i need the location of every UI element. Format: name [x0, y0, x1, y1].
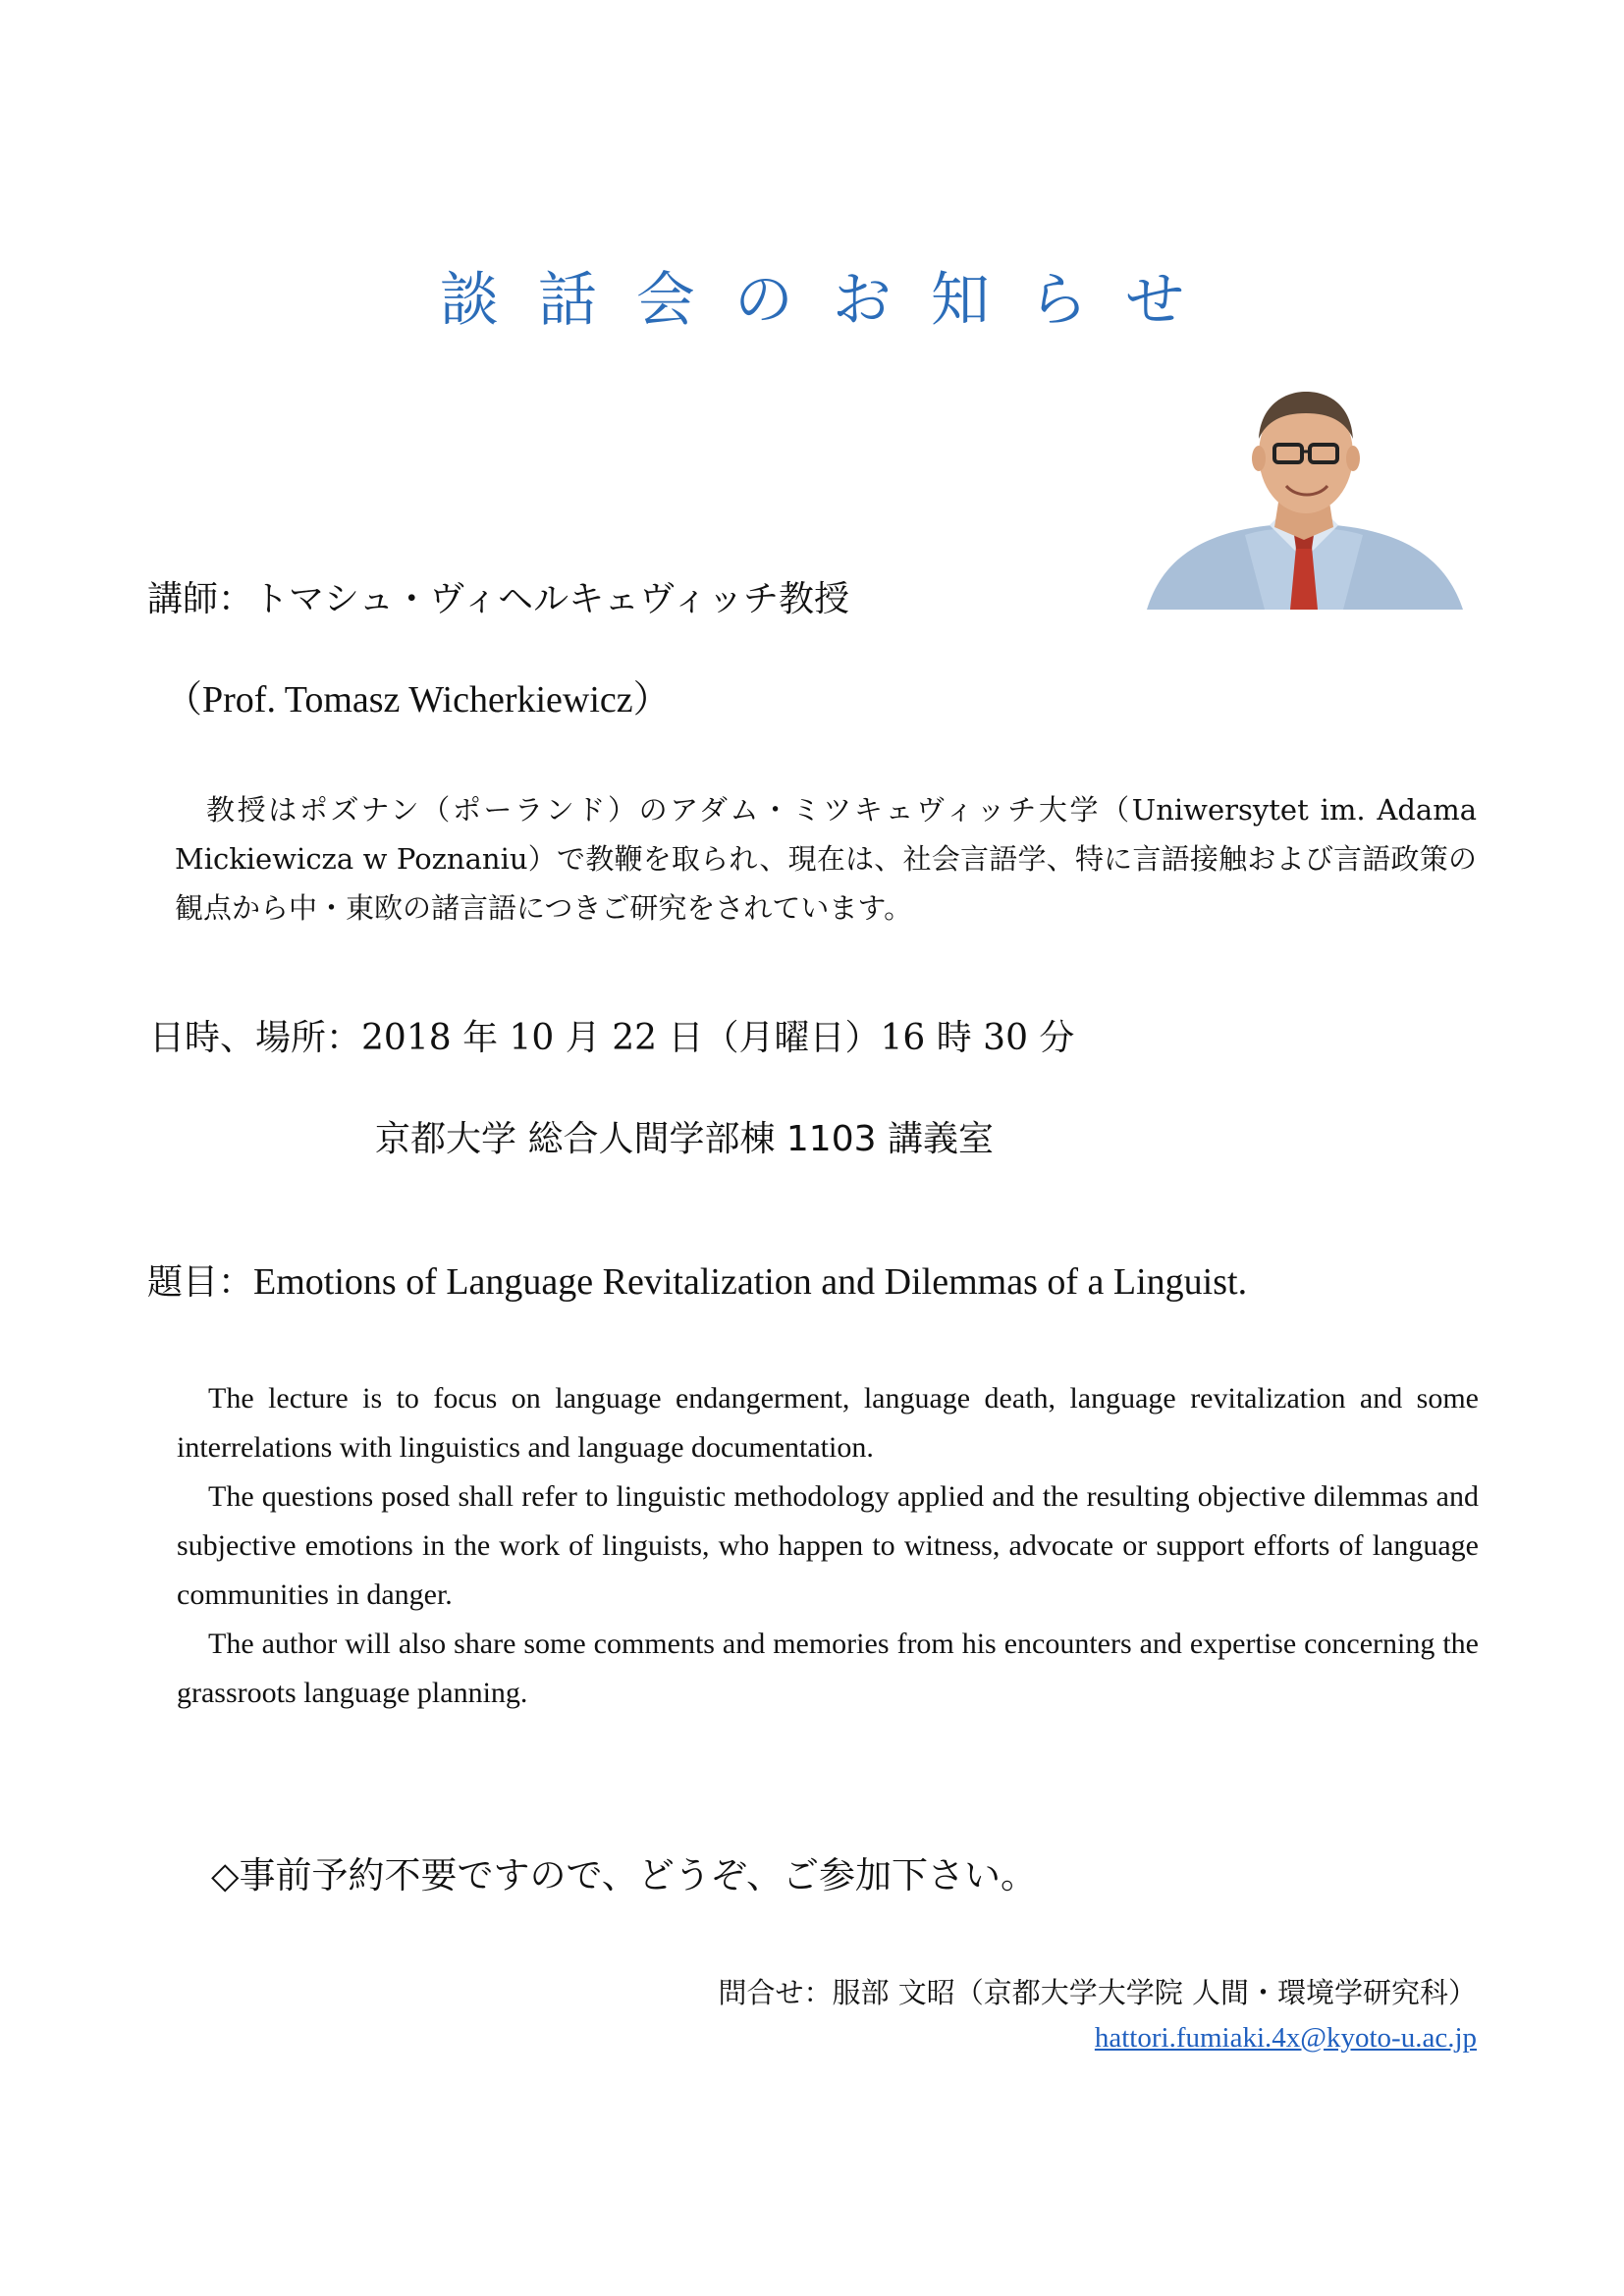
- no-reservation-note: ◇事前予約不要ですので、どうぞ、ご参加下さい。: [211, 1854, 1037, 1896]
- abstract: [177, 1374, 1479, 1718]
- page-title: 談話会のお知らせ: [439, 266, 1224, 335]
- contact-email-link[interactable]: hattori.fumiaki.4x@kyoto-u.ac.jp: [1094, 2022, 1477, 2054]
- abstract-paragraph: The author will also share some comments and memories from his encounters and expertise concerning the grassroots language planning.: [177, 1628, 1479, 1709]
- topic-label: 題目：: [147, 1262, 254, 1303]
- schedule-datetime-line: [149, 1010, 1074, 1060]
- lecturer-line: [147, 571, 849, 621]
- lecturer-bio: 教授はポズナン（ポーランド）のアダム・ミツキェヴィッチ大学（Uniwersytet im. Adama Mickiewicza w Poznaniu）で教鞭を取られ、現在は、社会言語学、特に言語接触および言語政策の観点から中・東欧の諸言語につきご研究をされています。: [175, 793, 1477, 925]
- schedule-venue: 京都大学 総合人間学部棟 1103 講義室: [375, 1119, 994, 1159]
- topic-line: [147, 1255, 1247, 1305]
- lecturer-photo: [1137, 378, 1471, 610]
- schedule-label: 日時、場所：: [149, 1018, 362, 1058]
- abstract-paragraph: The lecture is to focus on language endangerment, language death, language revitalization and some interrelations with linguistics and language documentation.: [177, 1382, 1479, 1464]
- abstract-paragraph: The questions posed shall refer to linguistic methodology applied and the resulting objective dilemmas and subjective emotions in the work of linguists, who happen to witness, advocate or support efforts of language communities in danger.: [177, 1480, 1479, 1611]
- lecturer-name-ja: トマシュ・ヴィヘルキェヴィッチ教授: [253, 579, 849, 619]
- schedule-datetime: 2018 年 10 月 22 日（月曜日）16 時 30 分: [361, 1018, 1075, 1058]
- lecturer-photo-illustration: [1137, 378, 1471, 610]
- topic-title: Emotions of Language Revitalization and Dilemmas of a Linguist.: [253, 1261, 1248, 1303]
- lecturer-label: 講師：: [147, 579, 254, 619]
- contact-info: 問合せ：服部 文昭（京都大学大学院 人間・環境学研究科）: [718, 1976, 1477, 2009]
- lecturer-name-en: （Prof. Tomasz Wicherkiewicz）: [165, 679, 671, 721]
